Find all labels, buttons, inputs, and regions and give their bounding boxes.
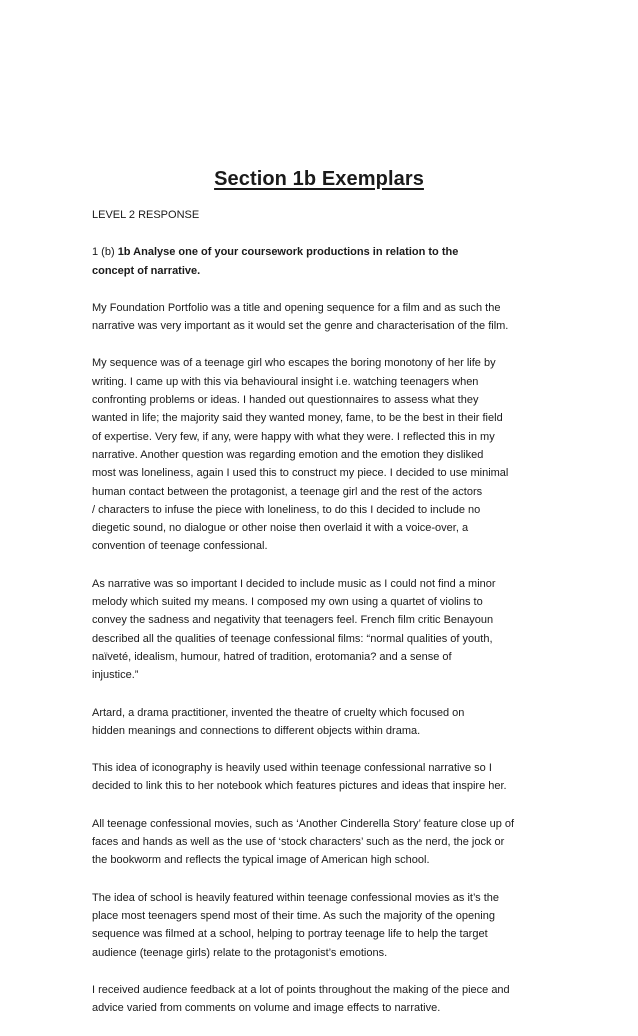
response-paragraph	[92, 299, 562, 336]
level-label: LEVEL 2 RESPONSE	[92, 209, 200, 221]
paragraph-line: place most teenagers spend most of their time. As such the majority of the opening	[92, 909, 495, 922]
paragraph-line: Artard, a drama practitioner, invented the theatre of cruelty which focused on	[92, 706, 465, 719]
document-body	[92, 206, 562, 1036]
paragraph-line: advice varied from comments on volume and image effects to narrative.	[92, 1002, 441, 1015]
level-label-paragraph	[92, 206, 562, 224]
question-line-1	[92, 243, 562, 261]
question-line-2: concept of narrative.	[92, 264, 201, 277]
paragraph-line: I received audience feedback at a lot of points throughout the making of the piece and	[92, 983, 510, 996]
response-paragraph	[92, 575, 562, 685]
paragraph-line: The idea of school is heavily featured within teenage confessional movies as it’s the	[92, 891, 500, 904]
paragraph-line: narrative. Another question was regarding emotion and the emotion they disliked	[92, 448, 484, 461]
response-paragraph	[92, 759, 562, 796]
paragraph-line: This idea of iconography is heavily used within teenage confessional narrative so I	[92, 762, 492, 775]
paragraph-line: most was loneliness, again I used this to construct my piece. I decided to use minimal	[92, 467, 509, 480]
response-paragraph	[92, 815, 562, 870]
question-number: 1 (b)	[92, 246, 118, 259]
paragraph-line: diegetic sound, no dialogue or other noise then overlaid it with a voice-over, a	[92, 522, 469, 535]
paragraph-line: convention of teenage confessional.	[92, 540, 268, 553]
paragraph-line: As narrative was so important I decided to include music as I could not find a minor	[92, 577, 496, 590]
paragraph-line: / characters to infuse the piece with loneliness, to do this I decided to include no	[92, 503, 481, 516]
paragraph-line: confronting problems or ideas. I handed out questionnaires to assess what they	[92, 394, 479, 407]
paragraph-line: My sequence was of a teenage girl who escapes the boring monotony of her life by	[92, 357, 496, 370]
response-paragraphs	[92, 299, 562, 1018]
paragraph-line: My Foundation Portfolio was a title and opening sequence for a film and as such the	[92, 301, 501, 314]
paragraph-line: sequence was filmed at a school, helping to portray teenage life to help the target	[92, 928, 488, 941]
response-paragraph	[92, 981, 562, 1018]
paragraph-line: human contact between the protagonist, a teenage girl and the rest of the actors	[92, 485, 483, 498]
paragraph-line: melody which suited my means. I composed my own using a quartet of violins to	[92, 596, 483, 609]
paragraph-line: the bookworm and reflects the typical image of American high school.	[92, 854, 430, 867]
paragraph-line: narrative was very important as it would set the genre and characterisation of the film.	[92, 320, 509, 333]
paragraph-line: faces and hands as well as the use of ‘stock characters’ such as the nerd, the jock or	[92, 836, 505, 849]
paragraph-line: naïveté, idealism, humour, hatred of tradition, erotomania? and a sense of	[92, 650, 452, 663]
paragraph-line: wanted in life; the majority said they wanted money, fame, to be the best in their field	[92, 412, 503, 425]
question-paragraph	[92, 243, 562, 280]
question-text-1: 1b Analyse one of your coursework productions in relation to the	[117, 246, 459, 259]
paragraph-line: hidden meanings and connections to different objects within drama.	[92, 724, 421, 737]
response-paragraph	[92, 704, 562, 741]
paragraph-line: All teenage confessional movies, such as ‘Another Cinderella Story’ feature close up of	[92, 817, 515, 830]
response-paragraph	[92, 354, 562, 555]
paragraph-line: described all the qualities of teenage confessional films: “normal qualities of youth,	[92, 632, 493, 645]
paragraph-line: of expertise. Very few, if any, were happy with what they were. I reflected this in my	[92, 430, 495, 443]
paragraph-line: audience (teenage girls) relate to the protagonist’s emotions.	[92, 946, 388, 959]
paragraph-line: decided to link this to her notebook which features pictures and ideas that inspire her.	[92, 780, 507, 793]
paragraph-line: injustice.”	[92, 669, 139, 682]
response-paragraph	[92, 889, 562, 962]
page-title: Section 1b Exemplars	[214, 168, 424, 190]
paragraph-line: writing. I came up with this via behavioural insight i.e. watching teenagers when	[92, 375, 479, 388]
paragraph-line: convey the sadness and negativity that teenagers feel. French film critic Benayoun	[92, 614, 494, 627]
